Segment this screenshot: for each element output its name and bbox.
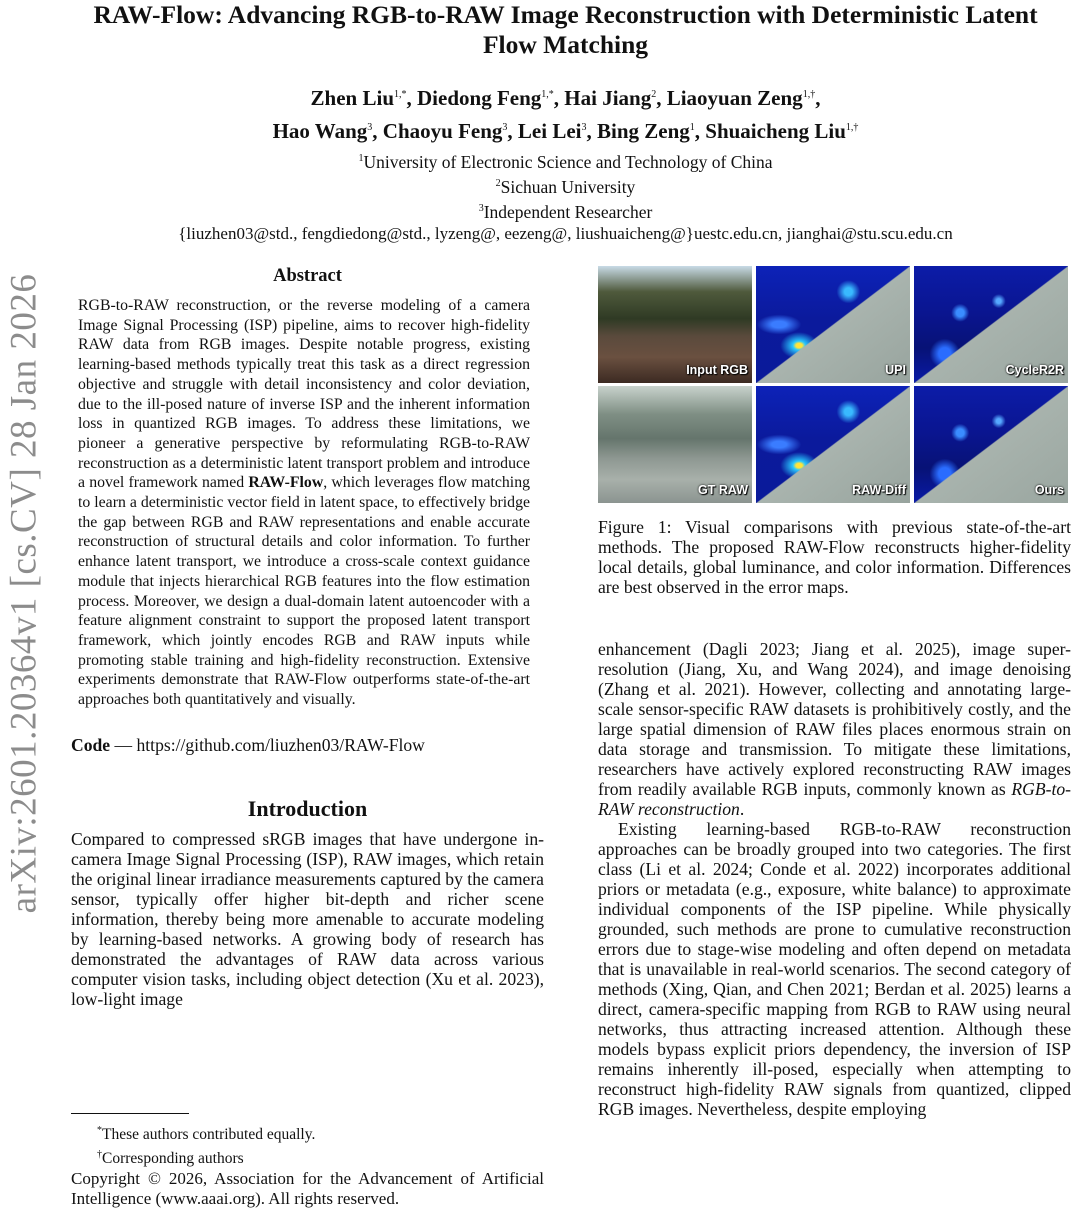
- code-link-line: Code — https://github.com/liuzhen03/RAW-Flow: [71, 734, 425, 755]
- figure-panel-gt-raw: [598, 386, 752, 503]
- author-list: [60, 80, 1071, 146]
- right-column: [598, 262, 1071, 1119]
- footnote-rule: [71, 1113, 189, 1114]
- code-label: Code: [71, 734, 111, 755]
- panel-label: GT RAW: [698, 483, 748, 497]
- paper-title: RAW-Flow: Advancing RGB-to-RAW Image Reconstruction with Deterministic Latent Flow Matching: [93, 0, 1038, 59]
- figure-caption: Figure 1: Visual comparisons with previous state-of-the-art methods. The proposed RAW-Flow reconstructs higher-fidelity local details, global luminance, and color information. Differences are best observed in the error maps.: [598, 517, 1071, 597]
- code-repository-link[interactable]: https://github.com/liuzhen03/RAW-Flow: [136, 734, 425, 755]
- introduction-heading: Introduction: [247, 795, 368, 821]
- author: Hao Wang$^3$: [272, 119, 373, 143]
- author: Lei Lei$^3$: [517, 119, 587, 143]
- affiliation-list: [60, 148, 1071, 222]
- figure-panel-ours: [914, 386, 1068, 503]
- author: Hai Jiang$^2$: [564, 86, 657, 110]
- author-line-2: Hao Wang$^3$, Chaoyu Feng$^3$, Lei Lei$^3$, Bing Zeng$^1$, Shuaicheng Liu$^{1,\dagger}$: [272, 119, 859, 143]
- paper-header: [60, 0, 1071, 245]
- affiliation: $^2$Sichuan University: [495, 176, 636, 197]
- panel-label: Input RGB: [686, 363, 748, 377]
- arxiv-identifier: [2, 248, 46, 938]
- footnote-corresponding: †Corresponding authors: [97, 1149, 244, 1168]
- panel-label: UPI: [885, 363, 906, 377]
- affiliation: $^3$Independent Researcher: [478, 201, 653, 222]
- author: Chaoyu Feng$^3$: [382, 119, 508, 143]
- figure-panel-raw-diff: [756, 386, 910, 503]
- footnote-equal-contribution: *These authors contributed equally.: [97, 1125, 316, 1144]
- copyright-notice: Copyright © 2026, Association for the Advancement of Artificial Intelligence (www.aaai.org). All rights reserved.: [71, 1169, 544, 1209]
- author: Bing Zeng$^1$: [596, 119, 695, 143]
- introduction-paragraph: Compared to compressed sRGB images that have undergone in-camera Image Signal Processing (ISP), RAW images, which retain the original linear irradiance measurements captured by the camera sensor, typically offer higher bit-depth and richer scene information, thereby being more amenable to accurate modeling by learning-based networks. A growing body of research has demonstrated the advantages of RAW data across various computer vision tasks, including object detection (Xu et al. 2023), low-light image: [71, 828, 544, 1009]
- affiliation: $^1$University of Electronic Science and Technology of China: [358, 151, 773, 172]
- right-body-text: [598, 639, 1071, 1119]
- author: Diedong Feng$^{1,*}$: [417, 86, 554, 110]
- footnotes: [71, 1113, 544, 1209]
- abstract-text: RGB-to-RAW reconstruction, or the reverse modeling of a camera Image Signal Processing (ISP) pipeline, aims to recover high-fidelity RAW data from RGB images. Despite notable progress, existing learning-based methods typically treat this task as a direct regression objective and struggle with detail inconsistency and color deviation, due to the ill-posed nature of inverse ISP and the inherent information loss in quantized RGB images. To address these limitations, we pioneer a generative perspective by reformulating RGB-to-RAW reconstruction as a deterministic latent transport problem and introduce a novel framework named RAW-Flow, which leverages flow matching to learn a deterministic vector field in latent space, to effectively bridge the gap between RGB and RAW representations and enable accurate reconstruction of structural details and color information. To further enhance latent transport, we introduce a cross-scale context guidance module that injects hierarchical RGB features into the flow estimation process. Moreover, we design a dual-domain latent autoencoder with a feature alignment constraint to support the proposed latent transport framework, which jointly encodes RGB and RAW inputs while promoting stable training and high-fidelity reconstruction. Extensive experiments demonstrate that RAW-Flow outperforms state-of-the-art approaches both quantitatively and visually.: [78, 297, 530, 709]
- body-paragraph: enhancement (Dagli 2023; Jiang et al. 2025), image super-resolution (Jiang, Xu, and Wang 2024), and image denoising (Zhang et al. 2021). However, collecting and annotating large-scale sensor-specific RAW datasets is prohibitively costly, and the large spatial dimension of RAW files places enormous strain on data storage and transmission. To mitigate these limitations, researchers have actively explored reconstructing RAW images from readily available RGB inputs, commonly known as RGB-to-RAW reconstruction.: [598, 639, 1071, 819]
- arxiv-identifier-text: arXiv:2601.20364v1 [cs.CV] 28 Jan 2026: [3, 273, 45, 913]
- body-paragraph: Existing learning-based RGB-to-RAW reconstruction approaches can be broadly grouped into two categories. The first class (Li et al. 2024; Conde et al. 2022) incorporates additional priors or metadata (e.g., exposure, white balance) to approximate individual components of the ISP pipeline. While physically grounded, such methods are prone to cumulative reconstruction errors due to stage-wise modeling and often depend on metadata that is unavailable in real-world scenarios. The second category of methods (Xing, Qian, and Chen 2021; Berdan et al. 2025) learns a direct, camera-specific mapping from RGB to RAW using neural networks, thus attracting increased attention. Although these models bypass explicit priors dependency, the inversion of ISP remains inherently ill-posed, especially when attempting to reconstruct high-fidelity RAW signals from quantized, clipped RGB images. Nevertheless, despite employing: [598, 819, 1071, 1119]
- figure-panel-input-rgb: [598, 266, 752, 383]
- figure-panel-cycler2r: [914, 266, 1068, 383]
- left-column: [71, 262, 544, 1009]
- framework-name: RAW-Flow: [248, 474, 324, 492]
- author: Zhen Liu$^{1,*}$: [310, 86, 407, 110]
- panel-label: RAW-Diff: [852, 483, 906, 497]
- term-rgb-to-raw: RGB-to-RAW reconstruction: [598, 779, 1071, 819]
- figure-1: [598, 262, 1071, 502]
- panel-label: Ours: [1034, 483, 1064, 497]
- author: Shuaicheng Liu$^{1,\dagger}$: [705, 119, 859, 143]
- figure-panel-upi: [756, 266, 910, 383]
- author-line-1: Zhen Liu$^{1,*}$, Diedong Feng$^{1,*}$, Hai Jiang$^2$, Liaoyuan Zeng$^{1,\dagger}$,: [310, 86, 821, 110]
- author-emails: {liuzhen03@std., fengdiedong@std., lyzeng@, eezeng@, liushuaicheng@}uestc.edu.cn, jianghai@stu.scu.edu.cn: [178, 224, 953, 244]
- abstract-heading: Abstract: [273, 266, 342, 286]
- author: Liaoyuan Zeng$^{1,\dagger}$: [666, 86, 816, 110]
- panel-label: CycleR2R: [1005, 363, 1064, 377]
